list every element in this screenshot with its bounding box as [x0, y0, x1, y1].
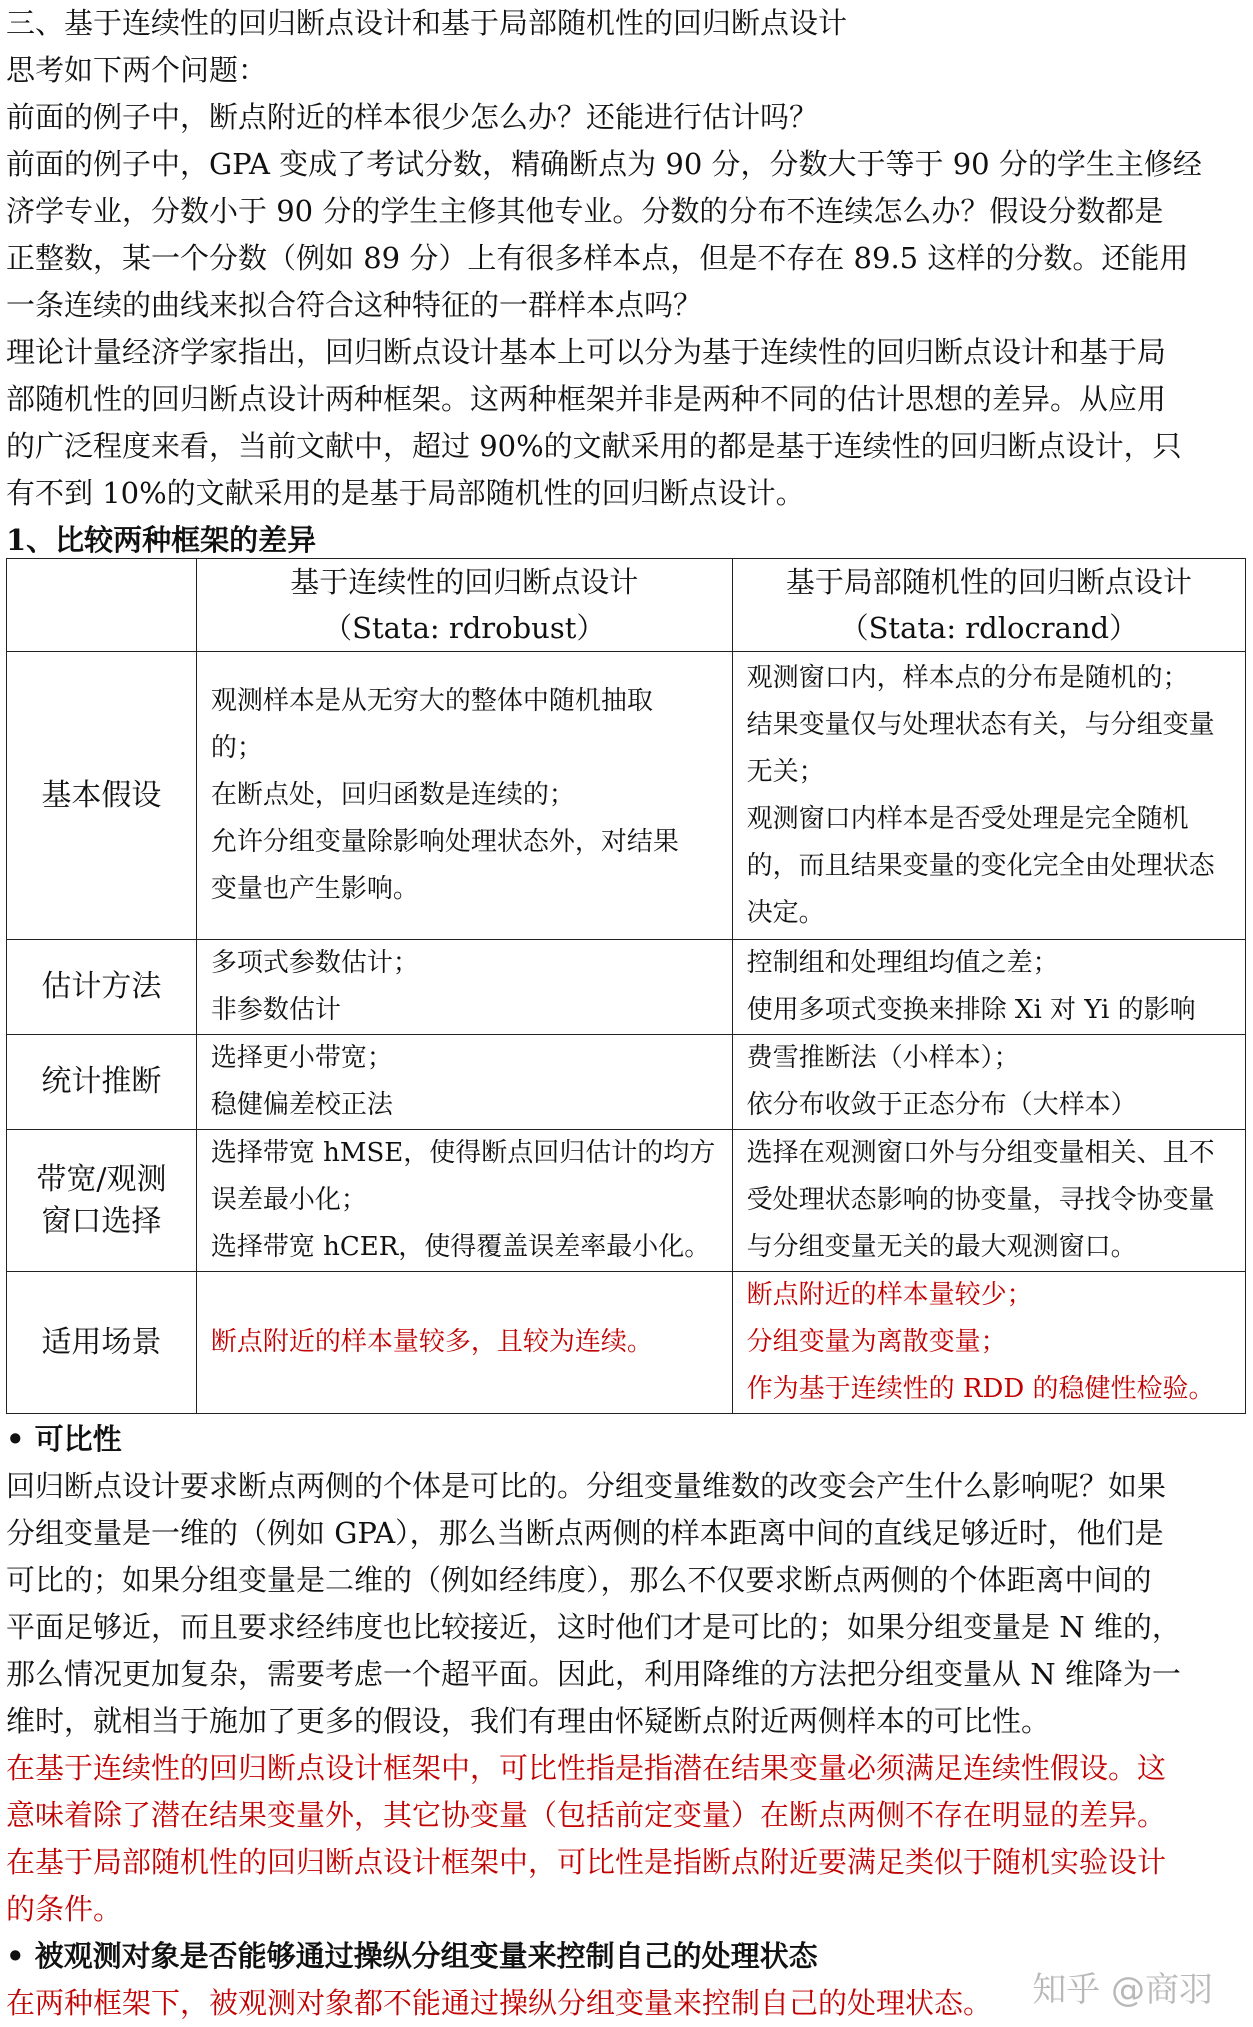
cell-line: 作为基于连续性的 RDD 的稳健性检验。: [746, 1374, 1215, 1404]
row-label-text: 统计推断: [41, 1064, 162, 1099]
table-cell: [196, 940, 732, 1035]
cell-line: 的；: [210, 733, 263, 763]
cell-line: 的，而且结果变量的变化完全由处理状态: [746, 850, 1215, 881]
subsection-heading: 1、比较两种框架的差异: [6, 523, 317, 557]
row-label: [7, 652, 197, 940]
row-label-text: 窗口选择: [41, 1203, 162, 1239]
text-line: 回归断点设计要求断点两侧的个体是可比的。分组变量维数的改变会产生什么影响呢？如果: [6, 1469, 1167, 1503]
table-cell: [196, 1272, 732, 1414]
cell-line: 稳健偏差校正法: [210, 1090, 393, 1120]
table-row: [7, 1130, 1246, 1272]
bullet-heading: • 可比性: [6, 1422, 122, 1456]
cell-line: 选择带宽 hCER，使得覆盖误差率最小化。: [210, 1232, 711, 1262]
header-subtitle: （Stata: rdrobust）: [323, 611, 606, 645]
header-title: 基于连续性的回归断点设计: [290, 565, 639, 599]
cell-line: 在断点处，回归函数是连续的；: [210, 780, 575, 810]
cell-line: 观测窗口内，样本点的分布是随机的；: [746, 662, 1189, 693]
row-label-text: 适用场景: [41, 1324, 162, 1360]
header-subtitle: （Stata: rdlocrand）: [839, 611, 1139, 645]
cell-line: 多项式参数估计；: [210, 948, 419, 978]
table-corner-cell: [7, 559, 197, 652]
text-line: 理论计量经济学家指出，回归断点设计基本上可以分为基于连续性的回归断点设计和基于局: [6, 335, 1167, 369]
row-label: [7, 1130, 197, 1272]
comparability-section: [6, 1416, 1246, 2027]
cell-line: 依分布收敛于正态分布（大样本）: [746, 1090, 1137, 1120]
cell-line: 变量也产生影响。: [210, 874, 419, 904]
text-line: 的广泛程度来看，当前文献中，超过 90%的文献采用的都是基于连续性的回归断点设计，只: [6, 429, 1182, 463]
cell-line: 非参数估计: [210, 995, 341, 1025]
cell-line: 选择带宽 hMSE，使得断点回归估计的均方: [210, 1138, 716, 1168]
comparison-table: [6, 558, 1246, 1414]
table-row: [7, 1035, 1246, 1130]
highlighted-line: 的条件。: [6, 1892, 123, 1926]
row-label-text: 基本假设: [41, 777, 162, 813]
bullet-heading: • 被观测对象是否能够通过操纵分组变量来控制自己的处理状态: [6, 1939, 818, 1973]
cell-line: 与分组变量无关的最大观测窗口。: [746, 1232, 1137, 1262]
row-label-text: 带宽/观测: [36, 1161, 167, 1197]
table-row: [7, 940, 1246, 1035]
table-header-row: [7, 559, 1246, 652]
table-header-cell: [732, 559, 1245, 652]
text-line: 前面的例子中，GPA 变成了考试分数，精确断点为 90 分，分数大于等于 90 分的学生主修经: [6, 147, 1202, 181]
cell-line: 决定。: [746, 897, 825, 928]
highlighted-line: 意味着除了潜在结果变量外，其它协变量（包括前定变量）在断点两侧不存在明显的差异。: [6, 1798, 1167, 1832]
text-line: 思考如下两个问题：: [6, 53, 268, 87]
table-row: [7, 1272, 1246, 1414]
text-line: 前面的例子中，断点附近的样本很少怎么办？还能进行估计吗？: [6, 100, 819, 134]
cell-line: 允许分组变量除影响处理状态外，对结果: [210, 827, 679, 857]
table-cell: [732, 1035, 1245, 1130]
text-line: 那么情况更加复杂，需要考虑一个超平面。因此，利用降维的方法把分组变量从 N 维降为一: [6, 1657, 1181, 1691]
row-label: [7, 940, 197, 1035]
cell-line: 使用多项式变换来排除 Xi 对 Yi 的影响: [746, 995, 1196, 1025]
cell-line: 观测样本是从无穷大的整体中随机抽取: [210, 686, 653, 716]
document-page: [6, 0, 1246, 564]
cell-line: 断点附近的样本量较多，且较为连续。: [210, 1327, 653, 1357]
cell-line: 受处理状态影响的协变量，寻找令协变量: [746, 1185, 1215, 1215]
text-line: 可比的；如果分组变量是二维的（例如经纬度），那么不仅要求断点两侧的个体距离中间的: [6, 1563, 1152, 1597]
text-line: 有不到 10%的文献采用的是基于局部随机性的回归断点设计。: [6, 476, 805, 510]
cell-line: 观测窗口内样本是否受处理是完全随机: [746, 803, 1189, 834]
highlighted-line: 在基于连续性的回归断点设计框架中，可比性指是指潜在结果变量必须满足连续性假设。这: [6, 1751, 1167, 1785]
text-line: 平面足够近，而且要求经纬度也比较接近，这时他们才是可比的；如果分组变量是 N 维的，: [6, 1610, 1181, 1644]
row-label-text: 估计方法: [41, 969, 162, 1004]
row-label: [7, 1035, 197, 1130]
cell-line: 结果变量仅与处理状态有关，与分组变量: [746, 709, 1215, 740]
table-cell: [196, 652, 732, 940]
table-cell: [732, 1130, 1245, 1272]
table-cell: [196, 1130, 732, 1272]
header-title: 基于局部随机性的回归断点设计: [785, 565, 1192, 599]
text-line: 正整数，某一个分数（例如 89 分）上有很多样本点，但是不存在 89.5 这样的分数。还能用: [6, 241, 1189, 275]
row-label: [7, 1272, 197, 1414]
text-line: 分组变量是一维的（例如 GPA），那么当断点两侧的样本距离中间的直线足够近时，他们是: [6, 1516, 1164, 1550]
highlighted-line: 在基于局部随机性的回归断点设计框架中，可比性是指断点附近要满足类似于随机实验设计: [6, 1845, 1167, 1879]
intro-paragraphs: [6, 47, 1246, 517]
table-cell: [732, 1272, 1245, 1414]
cell-line: 控制组和处理组均值之差；: [746, 948, 1059, 978]
highlighted-line: 在两种框架下，被观测对象都不能通过操纵分组变量来控制自己的处理状态。: [6, 1986, 993, 2020]
cell-line: 断点附近的样本量较少；: [746, 1280, 1033, 1310]
table-cell: [196, 1035, 732, 1130]
section-heading: 三、基于连续性的回归断点设计和基于局部随机性的回归断点设计: [6, 6, 848, 40]
cell-line: 无关；: [746, 756, 825, 787]
text-line: 济学专业，分数小于 90 分的学生主修其他专业。分数的分布不连续怎么办？假设分数都是: [6, 194, 1164, 228]
text-line: 一条连续的曲线来拟合符合这种特征的一群样本点吗？: [6, 288, 703, 322]
text-line: 部随机性的回归断点设计两种框架。这两种框架并非是两种不同的估计思想的差异。从应用: [6, 382, 1167, 416]
table-header-cell: [196, 559, 732, 652]
text-line: 维时，就相当于施加了更多的假设，我们有理由怀疑断点附近两侧样本的可比性。: [6, 1704, 1051, 1738]
table-cell: [732, 940, 1245, 1035]
cell-line: 分组变量为离散变量；: [746, 1327, 1007, 1357]
cell-line: 费雪推断法（小样本）；: [746, 1043, 1020, 1073]
watermark: 知乎 @商羽: [1032, 1970, 1213, 2010]
cell-line: 选择在观测窗口外与分组变量相关、且不: [746, 1138, 1215, 1168]
cell-line: 选择更小带宽；: [210, 1043, 393, 1073]
table-row: [7, 652, 1246, 940]
table-cell: [732, 652, 1245, 940]
cell-line: 误差最小化；: [210, 1185, 367, 1215]
